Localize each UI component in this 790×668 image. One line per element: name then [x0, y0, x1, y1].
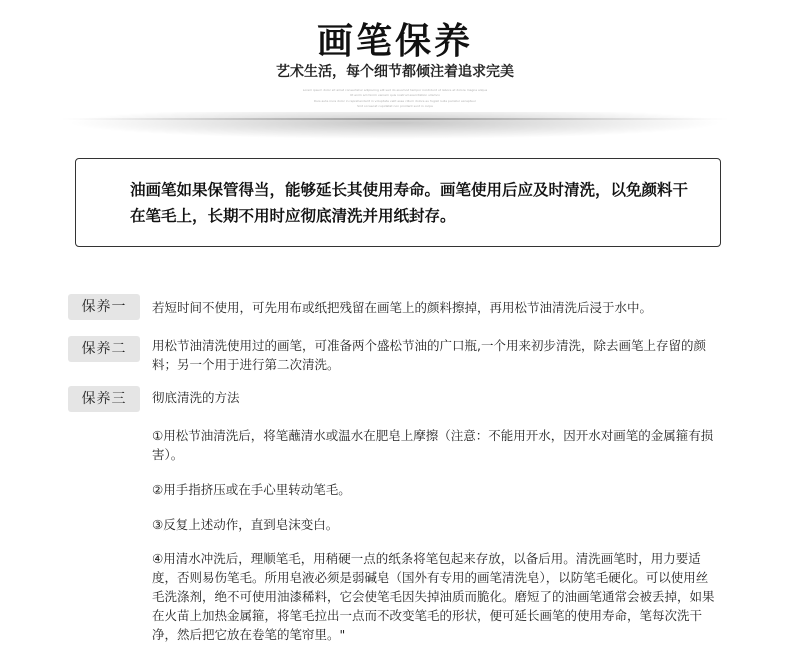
care-badge-1: 保养一: [68, 294, 140, 320]
fine-print-line: Lorem ipsum dolor sit amet consectetur adipiscing elit sed do eiusmod tempor incididunt ut labore et dolore magna aliqua: [302, 88, 488, 92]
care-text-2: 用松节油清洗使用过的画笔，可准备两个盛松节油的广口瓶,一个用来初步清洗，除去画笔上存留的颜料；另一个用于进行第二次清洗。: [152, 338, 706, 372]
care-text-1: 若短时间不使用，可先用布或纸把残留在画笔上的颜料擦掉，再用松节油清洗后浸于水中。: [152, 300, 653, 315]
page-header: [0, 0, 790, 150]
fine-print-line: Sint occaecat cupidatat non proident sunt in culpa: [357, 104, 433, 108]
cleaning-step-1: ①用松节油清洗后，将笔蘸清水或温水在肥皂上摩擦（注意：不能用开水，因开水对画笔的金属箍有损害）。: [152, 428, 714, 462]
care-text-3: 彻底清洗的方法: [152, 390, 240, 405]
cleaning-step-3: ③反复上述动作，直到皂沫变白。: [152, 517, 339, 532]
intro-text: 油画笔如果保管得当，能够延长其使用寿命。画笔使用后应及时清洗，以免颜料干在笔毛上，长期不用时应彻底清洗并用纸封存。: [130, 181, 689, 225]
care-badge-3: 保养三: [68, 386, 140, 412]
cleaning-step-4: ④用清水冲洗后，理顺笔毛，用稍硬一点的纸条将笔包起来存放，以备后用。清洗画笔时，用力要适度，否则易伤笔毛。所用皂液必须是弱碱皂（国外有专用的画笔清洗皂），以防笔毛硬化。可以使用丝毛洗涤剂，绝不可使用油漆稀料，它会使笔毛因失掉油质而脆化。磨短了的油画笔通常会被丢掉，如果在火苗上加热金属箍，将笔毛拉出一点而不改变笔毛的形状，便可延长画笔的使用寿命，笔每次洗干净，然后把它放在卷笔的笔帘里。": [152, 551, 715, 642]
care-badge-2: 保养二: [68, 336, 140, 362]
fine-print-line: Duis aute irure dolor in reprehenderit in voluptate velit esse cillum dolore eu fugiat nulla pariatur excepteur: [313, 99, 477, 103]
page-title: 画笔保养: [316, 21, 473, 62]
intro-box: [75, 158, 721, 247]
fine-print-line: Ut enim ad minim veniam quis nostrud exercitation ullamco: [349, 93, 441, 97]
header-divider-line: [60, 118, 730, 120]
page-subtitle: 艺术生活，每个细节都倾注着追求完美: [276, 64, 514, 80]
cleaning-step-2: ②用手指挤压或在手心里转动笔毛。: [152, 482, 351, 497]
